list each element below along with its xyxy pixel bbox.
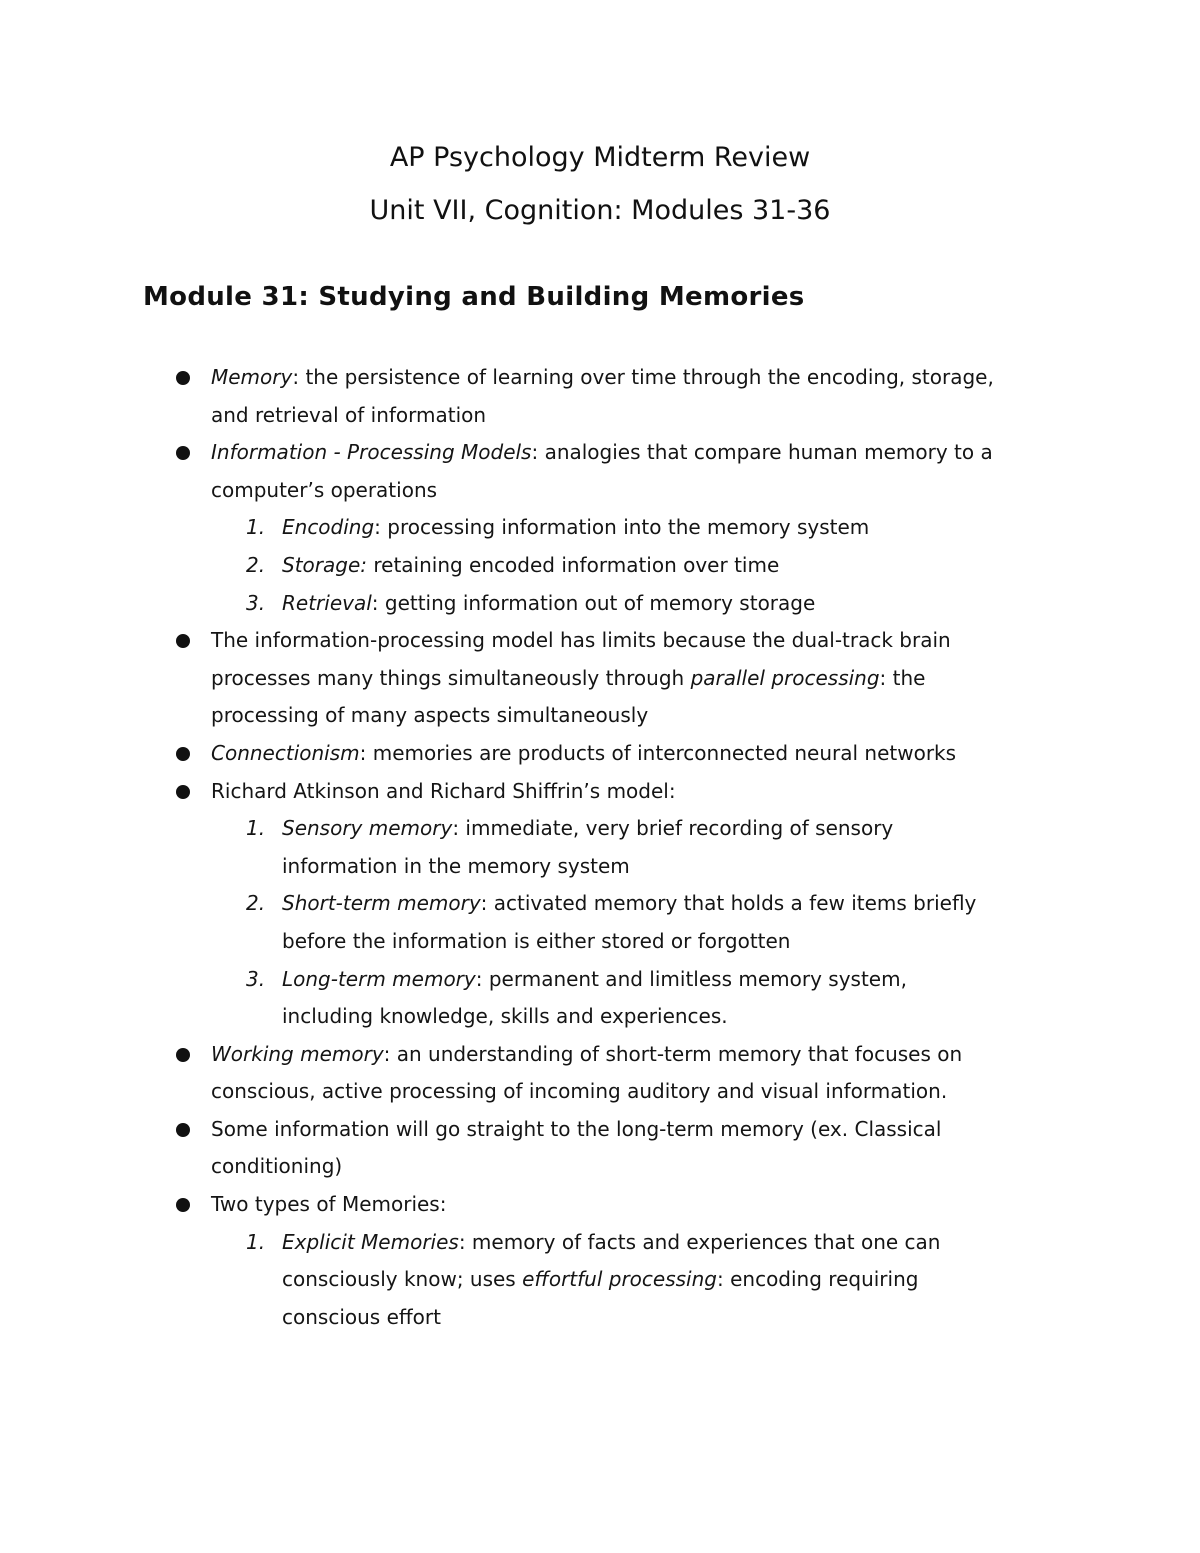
- numbered-item-continuation: [0, 848, 1200, 886]
- term: Storage:: [282, 552, 367, 577]
- term: Short-term memory: [282, 891, 481, 916]
- definition: including knowledge, skills and experiences.: [282, 1004, 728, 1029]
- definition: information in the memory system: [282, 853, 630, 878]
- item-text: conditioning): [211, 1154, 343, 1179]
- notes-body: [0, 359, 1200, 1336]
- term: effortful processing: [522, 1267, 717, 1292]
- definition: conscious effort: [282, 1304, 441, 1329]
- numbered-item-continuation: [0, 1261, 1200, 1299]
- numbered-item: [0, 585, 1200, 623]
- term: Memory: [211, 365, 293, 389]
- list-item: [0, 773, 1200, 811]
- definition: and retrieval of information: [211, 402, 487, 427]
- item-number: 3.: [246, 966, 266, 991]
- bullet-icon: [176, 1048, 190, 1062]
- list-item: [0, 359, 1200, 397]
- definition: : activated memory that holds a few items briefly: [480, 891, 977, 916]
- item-number: 1.: [246, 1229, 266, 1254]
- term: Connectionism: [211, 740, 360, 765]
- list-item-continuation: [0, 1148, 1200, 1186]
- bullet-icon: [176, 446, 190, 460]
- item-number: 1.: [246, 816, 266, 841]
- item-number: 3.: [246, 590, 266, 615]
- numbered-item: [0, 1224, 1200, 1262]
- bullet-icon: [176, 1198, 190, 1212]
- list-item: [0, 1111, 1200, 1149]
- bullet-icon: [176, 371, 190, 385]
- numbered-item: [0, 547, 1200, 585]
- item-number: 2.: [246, 891, 266, 916]
- list-item: [0, 1186, 1200, 1224]
- document-subtitle: Unit VII, Cognition: Modules 31-36: [369, 195, 831, 226]
- definition: : immediate, very brief recording of sensory: [452, 816, 894, 841]
- term: Sensory memory: [282, 816, 453, 841]
- list-item-continuation: [0, 397, 1200, 435]
- bullet-icon: [176, 747, 190, 761]
- definition: processing of many aspects simultaneously: [211, 703, 649, 728]
- numbered-item: [0, 885, 1200, 923]
- list-item-continuation: [0, 697, 1200, 735]
- numbered-item-continuation: [0, 923, 1200, 961]
- definition: : getting information out of memory storage: [371, 590, 816, 615]
- term: Retrieval: [282, 590, 372, 615]
- numbered-item: [0, 810, 1200, 848]
- document-title: AP Psychology Midterm Review: [389, 142, 811, 173]
- definition: conscious, active processing of incoming auditory and visual information.: [211, 1079, 948, 1104]
- definition: retaining encoded information over time: [367, 552, 780, 577]
- term: Working memory: [211, 1041, 384, 1066]
- term: Information - Processing Models: [211, 440, 532, 465]
- bullet-icon: [176, 1123, 190, 1137]
- numbered-item: [0, 961, 1200, 999]
- list-item-continuation: [0, 660, 1200, 698]
- module-heading: Module 31: Studying and Building Memories: [143, 282, 805, 312]
- definition: consciously know; uses: [282, 1267, 523, 1292]
- term: Encoding: [282, 515, 375, 540]
- item-text: Some information will go straight to the long-term memory (ex. Classical: [211, 1116, 942, 1141]
- definition: : encoding requiring: [717, 1267, 919, 1292]
- numbered-item-continuation: [0, 998, 1200, 1036]
- definition: : memory of facts and experiences that one can: [458, 1229, 941, 1254]
- list-item-continuation: [0, 1073, 1200, 1111]
- item-text: processes many things simultaneously through: [211, 665, 691, 690]
- numbered-item-continuation: [0, 1299, 1200, 1337]
- list-item: [0, 1036, 1200, 1074]
- list-item-continuation: [0, 472, 1200, 510]
- bullet-icon: [176, 634, 190, 648]
- list-item: [0, 735, 1200, 773]
- item-number: 2.: [246, 552, 266, 577]
- definition: computer’s operations: [211, 477, 438, 502]
- definition: : the: [879, 665, 926, 690]
- item-text: The information-processing model has limits because the dual-track brain: [211, 628, 951, 653]
- definition: : memories are products of interconnected neural networks: [359, 740, 957, 765]
- definition: : an understanding of short-term memory that focuses on: [383, 1041, 963, 1066]
- term: parallel processing: [690, 665, 880, 690]
- definition: : the persistence of learning over time through the encoding, storage,: [292, 365, 994, 389]
- item-text: Two types of Memories:: [211, 1192, 447, 1217]
- list-item: [0, 622, 1200, 660]
- item-text: Richard Atkinson and Richard Shiffrin’s model:: [211, 778, 676, 803]
- definition: : permanent and limitless memory system,: [475, 966, 907, 991]
- definition: before the information is either stored or forgotten: [282, 928, 791, 953]
- item-number: 1.: [246, 515, 266, 540]
- numbered-item: [0, 509, 1200, 547]
- list-item: [0, 434, 1200, 472]
- definition: : analogies that compare human memory to a: [531, 440, 993, 465]
- bullet-icon: [176, 785, 190, 799]
- term: Long-term memory: [282, 966, 476, 991]
- definition: : processing information into the memory system: [374, 515, 870, 540]
- term: Explicit Memories: [282, 1229, 459, 1254]
